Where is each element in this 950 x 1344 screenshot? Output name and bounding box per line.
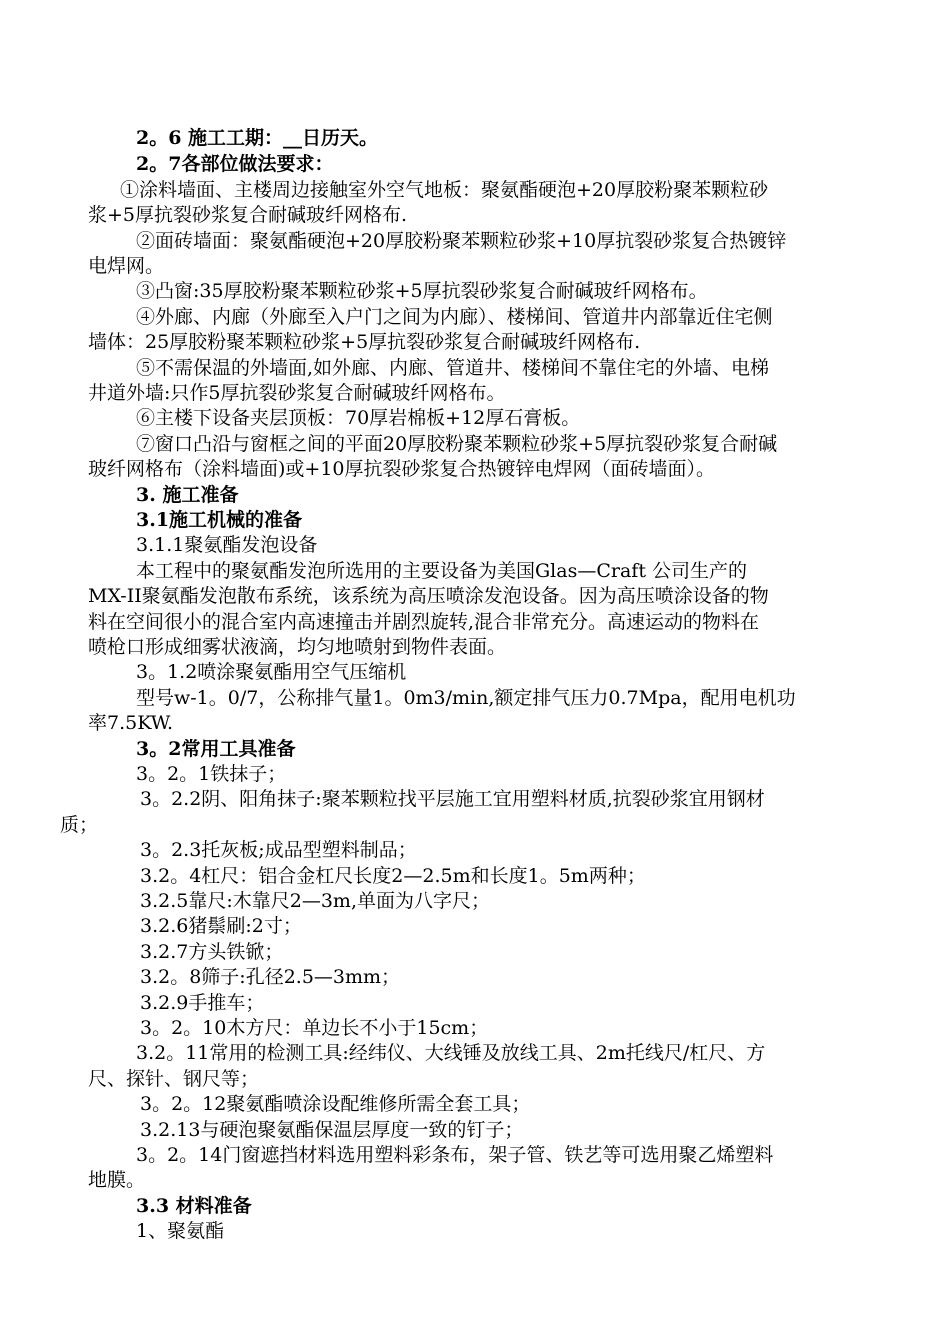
list-item-continuation: 尺、探针、钢尺等；: [88, 1068, 260, 1090]
paragraph-line: ⑦窗口凸沿与窗框之间的平面20厚胶粉聚苯颗粒砂浆+5厚抗裂砂浆复合耐碱: [136, 433, 778, 455]
subsection-heading: 3。1.2喷涂聚氨酯用空气压缩机: [136, 661, 407, 683]
list-item: 3.2.9手推车；: [140, 992, 265, 1014]
paragraph-line: MX-II聚氨酯发泡散布系统，该系统为高压喷涂发泡设备。因为高压喷涂设备的物: [88, 585, 769, 607]
list-item: 3.2.13与硬泡聚氨酯保温层厚度一致的钉子；: [140, 1119, 524, 1141]
list-item: 3。2.2阴、阳角抹子:聚苯颗粒找平层施工宜用塑料材质,抗裂砂浆宜用钢材: [140, 788, 765, 810]
section-2-6-heading: 2。6 施工工期：__日历天。: [136, 127, 379, 149]
list-item: 3。2。1铁抹子；: [136, 763, 287, 785]
list-item: 3.2。4杠尺：铝合金杠尺长度2—2.5m和长度1。5m两种；: [140, 865, 646, 887]
paragraph-line: 本工程中的聚氨酯发泡所选用的主要设备为美国Glas—Craft 公司生产的: [136, 560, 747, 582]
list-item: 3.2.6猪鬃刷:2寸；: [140, 915, 302, 937]
section-3-3-heading: 3.3 材料准备: [136, 1195, 252, 1217]
list-item: 3。2。14门窗遮挡材料选用塑料彩条布，架子管、铁艺等可选用聚乙烯塑料: [136, 1144, 774, 1166]
list-item: 3.2。11常用的检测工具:经纬仪、大线锤及放线工具、2m托线尺/杠尺、方: [136, 1042, 766, 1064]
paragraph-line: 墙体：25厚胶粉聚苯颗粒砂浆+5厚抗裂砂浆复合耐碱玻纤网格布.: [88, 331, 641, 353]
paragraph-line: 率7.5KW.: [88, 712, 173, 734]
paragraph-line: ①涂料墙面、主楼周边接触室外空气地板：聚氨酯硬泡+20厚胶粉聚苯颗粒砂: [120, 179, 769, 201]
paragraph-line: ③凸窗:35厚胶粉聚苯颗粒砂浆+5厚抗裂砂浆复合耐碱玻纤网格布。: [136, 280, 708, 302]
list-item: 3。2.3托灰板;成品型塑料制品；: [140, 839, 417, 861]
section-3-heading: 3. 施工准备: [136, 484, 239, 506]
paragraph-line: ②面砖墙面：聚氨酯硬泡+20厚胶粉聚苯颗粒砂浆+10厚抗裂砂浆复合热镀锌: [136, 230, 787, 252]
paragraph-line: 玻纤网格布（涂料墙面)或+10厚抗裂砂浆复合热镀锌电焊网（面砖墙面）。: [88, 458, 716, 480]
list-item: 3.2.7方头铁锨；: [140, 941, 284, 963]
paragraph-line: 电焊网。: [88, 255, 165, 277]
section-3-1-heading: 3.1施工机械的准备: [136, 509, 303, 531]
list-item: 3。2。10木方尺：单边长不小于15cm；: [140, 1017, 489, 1039]
list-item: 3。2。12聚氨酯喷涂设配维修所需全套工具；: [140, 1093, 531, 1115]
paragraph-line: ④外廊、内廊（外廊至入户门之间为内廊）、楼梯间、管道井内部靠近住宅侧: [136, 306, 773, 328]
paragraph-line: 型号w-1。0/7，公称排气量1。0m3/min,额定排气压力0.7Mpa，配用电机功: [136, 687, 796, 709]
list-item-continuation: 质；: [60, 814, 99, 836]
paragraph-line: 料在空间很小的混合室内高速撞击并剧烈旋转,混合非常充分。高速运动的物料在: [88, 611, 760, 633]
section-2-7-heading: 2。7各部位做法要求：: [136, 153, 334, 175]
paragraph-line: 喷枪口形成细雾状液滴，均匀地喷射到物件表面。: [88, 636, 507, 658]
list-item: 1、聚氨酯: [136, 1220, 225, 1242]
list-item: 3.2.5靠尺:木靠尺2—3m,单面为八字尺；: [140, 890, 490, 912]
list-item-continuation: 地膜。: [88, 1169, 146, 1191]
paragraph-line: 井道外墙:只作5厚抗裂砂浆复合耐碱玻纤网格布。: [88, 382, 506, 404]
subsection-heading: 3.1.1聚氨酯发泡设备: [136, 534, 318, 556]
list-item: 3.2。8筛子:孔径2.5—3mm；: [140, 966, 401, 988]
section-3-2-heading: 3。2常用工具准备: [136, 738, 296, 760]
paragraph-line: 浆+5厚抗裂砂浆复合耐碱玻纤网格布.: [88, 204, 408, 226]
paragraph-line: ⑤不需保温的外墙面,如外廊、内廊、管道井、楼梯间不靠住宅的外墙、电梯: [136, 357, 770, 379]
paragraph-line: ⑥主楼下设备夹层顶板：70厚岩棉板+12厚石膏板。: [136, 407, 581, 429]
